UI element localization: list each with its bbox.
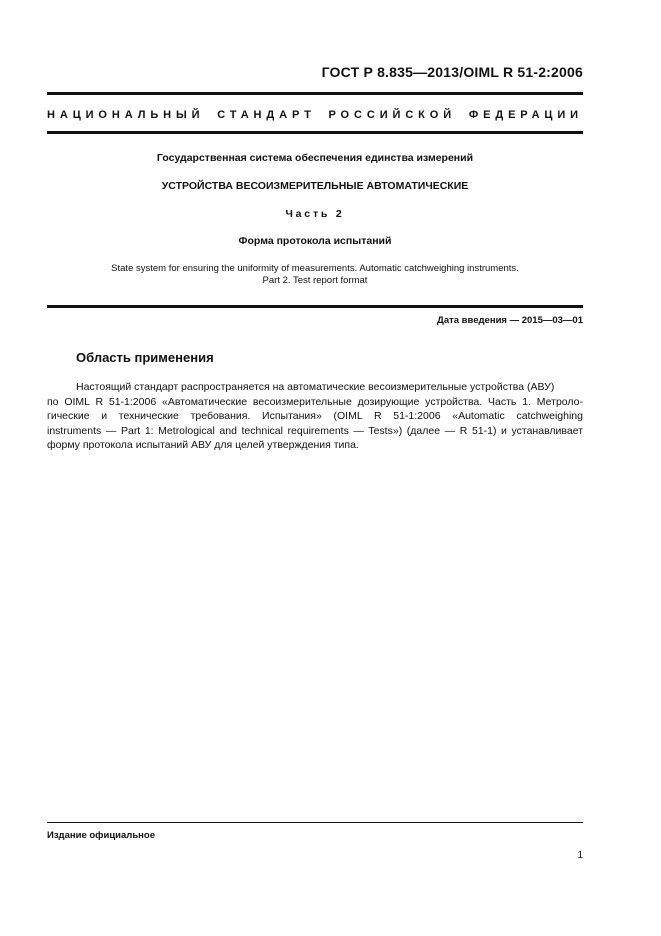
national-word-1: НАЦИОНАЛЬНЫЙ: [47, 109, 205, 121]
english-title-line-1: State system for ensuring the uniformity of measurements. Automatic catchweighing instruments.: [111, 263, 519, 274]
national-word-4: ФЕДЕРАЦИИ: [468, 109, 583, 121]
banner-rule: [47, 131, 583, 134]
english-title: [47, 263, 583, 287]
body-line-1: Настоящий стандарт распространяется на автоматические весоизмерительные устройства (АВУ): [76, 381, 555, 393]
introduction-date: Дата введения — 2015—03—01: [437, 315, 583, 326]
body-line-4: instruments — Part 1: Metrological and technical requirements — Tests») (далее — R 51-1) и устанавливает: [47, 424, 583, 437]
system-title: Государственная система обеспечения единства измерений: [156, 152, 474, 164]
top-rule: [47, 92, 583, 95]
section-body: [47, 380, 583, 453]
body-line-2: по OIML R 51-1:2006 «Автоматические весоизмерительные дозирующие устройства. Часть 1. Метроло-: [47, 395, 583, 408]
document-number: ГОСТ Р 8.835—2013/OIML R 51-2:2006: [321, 64, 583, 80]
edition-label: Издание официальное: [47, 830, 155, 841]
document-title: УСТРОЙСТВА ВЕСОИЗМЕРИТЕЛЬНЫЕ АВТОМАТИЧЕСКИЕ: [161, 180, 469, 192]
body-line-3: гические и технические требования. Испытания» (OIML R 51-1:2006 «Automatic catchweighing: [47, 410, 583, 422]
national-standard-banner: [47, 109, 583, 121]
section-heading: Область применения: [76, 350, 214, 365]
form-title: Форма протокола испытаний: [238, 235, 392, 247]
national-word-3: РОССИЙСКОЙ: [328, 109, 457, 121]
national-word-2: СТАНДАРТ: [217, 109, 316, 121]
part-label: Часть 2: [285, 208, 345, 220]
page-number: 1: [577, 850, 583, 861]
title-bottom-rule: [47, 305, 583, 308]
body-line-5: форму протокола испытаний АВУ для целей утверждения типа.: [47, 439, 359, 451]
footer-rule: [47, 822, 583, 823]
english-title-line-2: Part 2. Test report format: [262, 275, 368, 286]
